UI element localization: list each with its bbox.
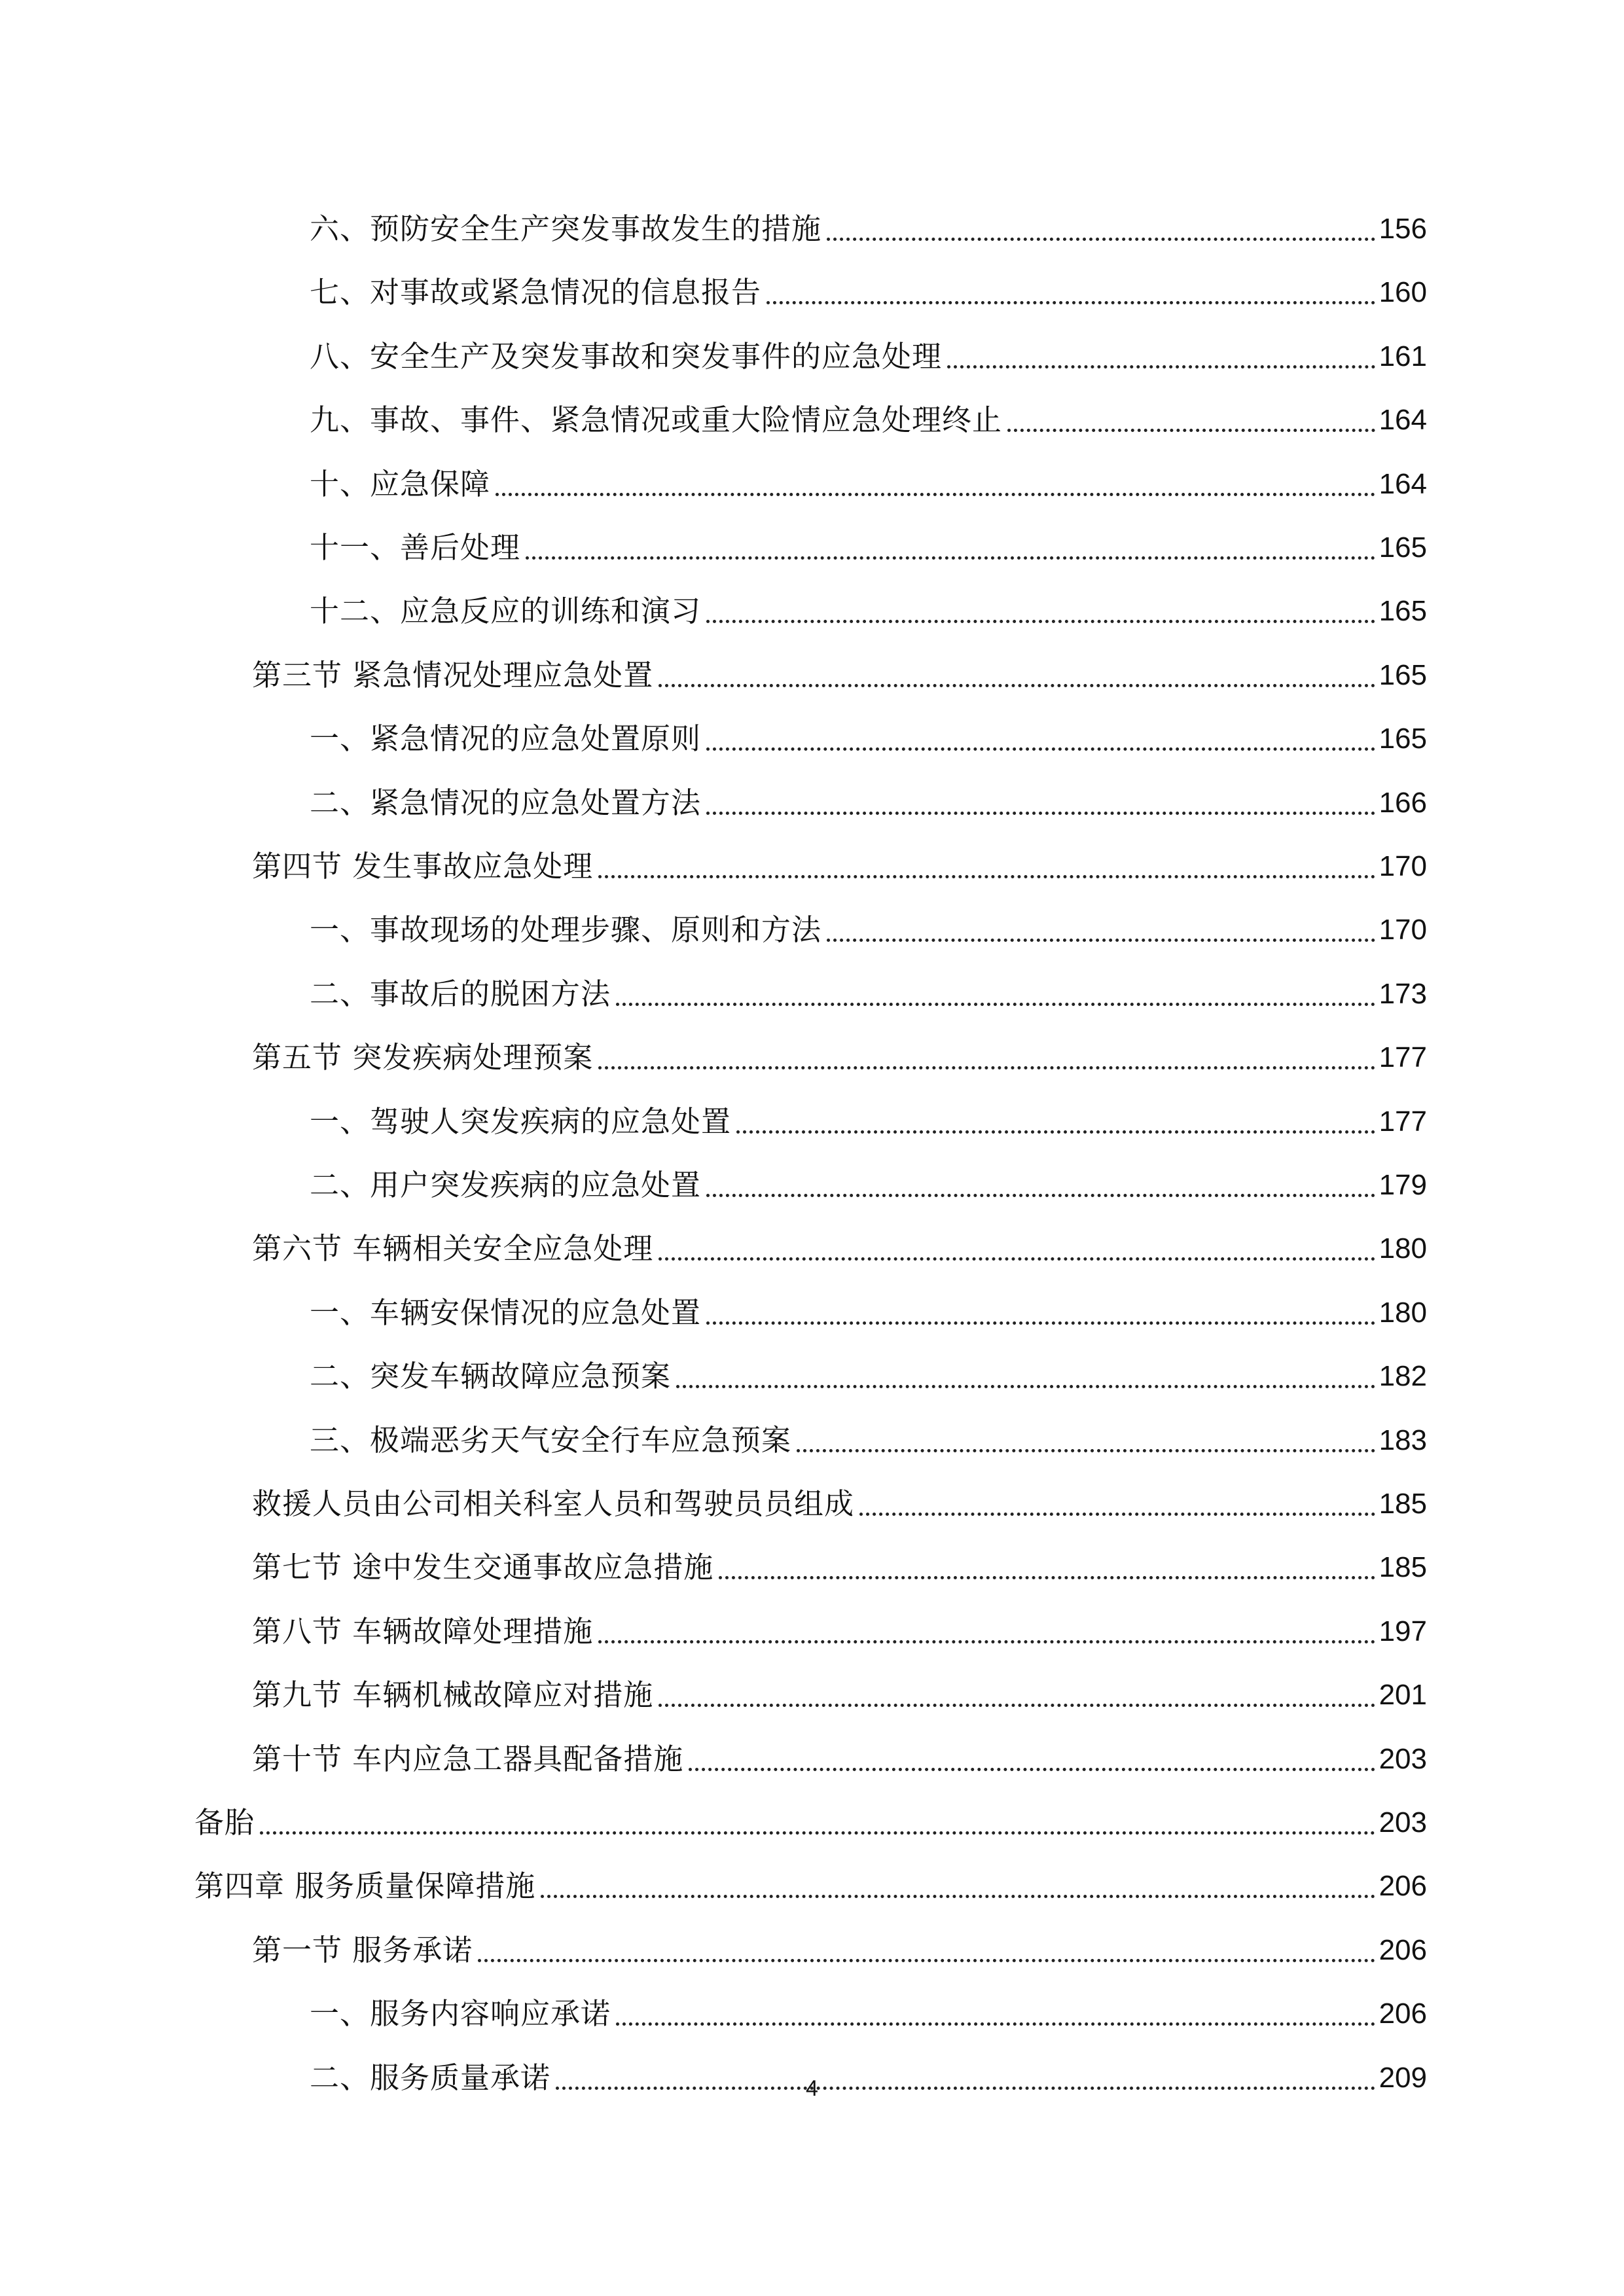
toc-entry-page-number: 185: [1379, 1551, 1427, 1583]
toc-dot-leader: [689, 1768, 1375, 1771]
toc-dot-leader: [827, 238, 1375, 241]
toc-entry-title: 第九节 车辆机械故障应对措施: [252, 1677, 654, 1712]
toc-entry-title: 一、紧急情况的应急处置原则: [310, 721, 702, 756]
toc-entry[interactable]: [252, 1535, 1427, 1587]
toc-entry-title: 七、对事故或紧急情况的信息报告: [310, 275, 762, 310]
toc-entry-title: 二、紧急情况的应急处置方法: [310, 785, 702, 820]
toc-entry-title: 第十节 车内应急工器具配备措施: [252, 1742, 684, 1776]
toc-entry-title: 一、事故现场的处理步骤、原则和方法: [310, 912, 822, 947]
toc-entry[interactable]: [310, 1089, 1427, 1141]
toc-entry[interactable]: [310, 1280, 1427, 1333]
toc-entry-page-number: 183: [1379, 1424, 1427, 1456]
toc-entry[interactable]: [310, 452, 1427, 504]
toc-dot-leader: [1007, 429, 1375, 432]
toc-entry-title: 十、应急保障: [310, 467, 491, 501]
toc-entry-page-number: 156: [1379, 213, 1427, 245]
toc-entry-page-number: 206: [1379, 1870, 1427, 1902]
toc-entry-page-number: 165: [1379, 723, 1427, 755]
toc-entry[interactable]: [310, 770, 1427, 823]
toc-entry-page-number: 209: [1379, 2062, 1427, 2094]
toc-entry-title: 第五节 突发疾病处理预案: [252, 1040, 594, 1075]
toc-entry-page-number: 164: [1379, 404, 1427, 436]
toc-dot-leader: [706, 747, 1375, 751]
toc-entry-title: 三、极端恶劣天气安全行车应急预案: [310, 1423, 792, 1458]
toc-entry-page-number: 173: [1379, 978, 1427, 1010]
toc-entry[interactable]: [252, 1727, 1427, 1779]
toc-entry-page-number: 182: [1379, 1360, 1427, 1392]
toc-entry-title: 第一节 服务承诺: [252, 1933, 473, 1967]
toc-entry-title: 九、事故、事件、紧急情况或重大险情应急处理终止: [310, 403, 1003, 437]
toc-entry[interactable]: [252, 1918, 1427, 1970]
toc-entry-page-number: 197: [1379, 1615, 1427, 1647]
toc-entry[interactable]: [310, 196, 1427, 249]
toc-entry-page-number: 165: [1379, 659, 1427, 691]
toc-entry-title: 八、安全生产及突发事故和突发事件的应急处理: [310, 339, 943, 374]
toc-entry-page-number: 177: [1379, 1041, 1427, 1073]
toc-entry-title: 一、服务内容响应承诺: [310, 1996, 611, 2031]
toc-entry-page-number: 165: [1379, 531, 1427, 564]
toc-entry-page-number: 165: [1379, 595, 1427, 627]
toc-entry[interactable]: [252, 834, 1427, 886]
toc-entry-title: 第四节 发生事故应急处理: [252, 849, 594, 884]
toc-entry-page-number: 164: [1379, 468, 1427, 500]
toc-dot-leader: [767, 301, 1375, 304]
toc-entry[interactable]: [310, 324, 1427, 376]
toc-entry[interactable]: [310, 1344, 1427, 1396]
toc-entry-page-number: 185: [1379, 1488, 1427, 1520]
toc-dot-leader: [496, 493, 1375, 496]
toc-dot-leader: [947, 365, 1375, 368]
toc-entry-page-number: 160: [1379, 276, 1427, 308]
toc-entry-title: 第四章 服务质量保障措施: [194, 1869, 536, 1903]
toc-entry-title: 第八节 车辆故障处理措施: [252, 1614, 594, 1649]
toc-entry[interactable]: [310, 897, 1427, 950]
toc-entry-page-number: 170: [1379, 914, 1427, 946]
toc-entry[interactable]: [310, 260, 1427, 312]
toc-dot-leader: [659, 684, 1375, 687]
toc-entry[interactable]: [252, 1025, 1427, 1077]
toc-entry-page-number: 203: [1379, 1743, 1427, 1775]
toc-entry[interactable]: [194, 1854, 1427, 1906]
toc-entry-page-number: 179: [1379, 1169, 1427, 1201]
toc-entry[interactable]: [252, 1216, 1427, 1268]
toc-entry[interactable]: [310, 961, 1427, 1014]
toc-dot-leader: [598, 1640, 1375, 1643]
toc-entry-page-number: 166: [1379, 787, 1427, 819]
toc-entry[interactable]: [252, 1471, 1427, 1524]
toc-entry[interactable]: [310, 1153, 1427, 1205]
toc-dot-leader: [616, 1003, 1375, 1006]
toc-entry-title: 救援人员由公司相关科室人员和驾驶员员组成: [252, 1486, 855, 1521]
toc-entry[interactable]: [310, 515, 1427, 567]
toc-dot-leader: [659, 1257, 1375, 1261]
toc-dot-leader: [706, 812, 1375, 815]
toc-entry[interactable]: [310, 579, 1427, 631]
toc-entry-page-number: 201: [1379, 1679, 1427, 1711]
toc-dot-leader: [676, 1385, 1375, 1388]
toc-entry[interactable]: [252, 1599, 1427, 1651]
toc-entry[interactable]: [252, 643, 1427, 695]
toc-dot-leader: [598, 1066, 1375, 1069]
toc-entry-page-number: 180: [1379, 1232, 1427, 1265]
toc-entry[interactable]: [194, 1790, 1427, 1842]
toc-dot-leader: [541, 1895, 1375, 1898]
toc-entry[interactable]: [310, 1981, 1427, 2034]
toc-entry[interactable]: [252, 1662, 1427, 1715]
toc-entry-page-number: 206: [1379, 1998, 1427, 2030]
toc-entry-title: 十二、应急反应的训练和演习: [310, 594, 702, 628]
toc-entry-title: 一、驾驶人突发疾病的应急处置: [310, 1104, 732, 1139]
toc-entry-title: 第三节 紧急情况处理应急处置: [252, 658, 654, 692]
toc-entry-title: 六、预防安全生产突发事故发生的措施: [310, 211, 822, 246]
toc-dot-leader: [859, 1513, 1375, 1516]
toc-entry-page-number: 161: [1379, 340, 1427, 372]
toc-dot-leader: [706, 620, 1375, 623]
toc-entry-title: 十一、善后处理: [310, 530, 521, 565]
toc-entry-page-number: 170: [1379, 850, 1427, 882]
page-number: 4: [806, 2076, 818, 2101]
toc-entry-page-number: 206: [1379, 1934, 1427, 1966]
toc-entry-title: 二、用户突发疾病的应急处置: [310, 1168, 702, 1202]
toc-dot-leader: [797, 1449, 1375, 1452]
toc-entry-page-number: 180: [1379, 1297, 1427, 1329]
toc-entry-title: 二、事故后的脱困方法: [310, 977, 611, 1011]
toc-entry-page-number: 203: [1379, 1806, 1427, 1839]
toc-dot-leader: [827, 939, 1375, 942]
toc-entry-title: 第六节 车辆相关安全应急处理: [252, 1231, 654, 1266]
toc-dot-leader: [706, 1194, 1375, 1197]
toc-entry-title: 二、突发车辆故障应急预案: [310, 1359, 672, 1393]
toc-entry[interactable]: [310, 706, 1427, 759]
toc-dot-leader: [598, 875, 1375, 878]
toc-entry-title: 二、服务质量承诺: [310, 2060, 551, 2095]
toc-dot-leader: [260, 1831, 1375, 1835]
toc-dot-leader: [478, 1959, 1375, 1962]
toc-dot-leader: [719, 1576, 1375, 1579]
toc-dot-leader: [659, 1704, 1375, 1707]
toc-dot-leader: [736, 1130, 1375, 1134]
toc-dot-leader: [706, 1321, 1375, 1325]
toc-entry-page-number: 177: [1379, 1105, 1427, 1138]
toc-entry-title: 备胎: [194, 1805, 255, 1840]
toc-entry-title: 一、车辆安保情况的应急处置: [310, 1295, 702, 1330]
toc-entry[interactable]: [310, 387, 1427, 440]
toc-dot-leader: [526, 556, 1375, 560]
toc-entry-title: 第七节 途中发生交通事故应急措施: [252, 1550, 714, 1585]
toc-entry[interactable]: [310, 1408, 1427, 1460]
toc-dot-leader: [616, 2022, 1375, 2026]
